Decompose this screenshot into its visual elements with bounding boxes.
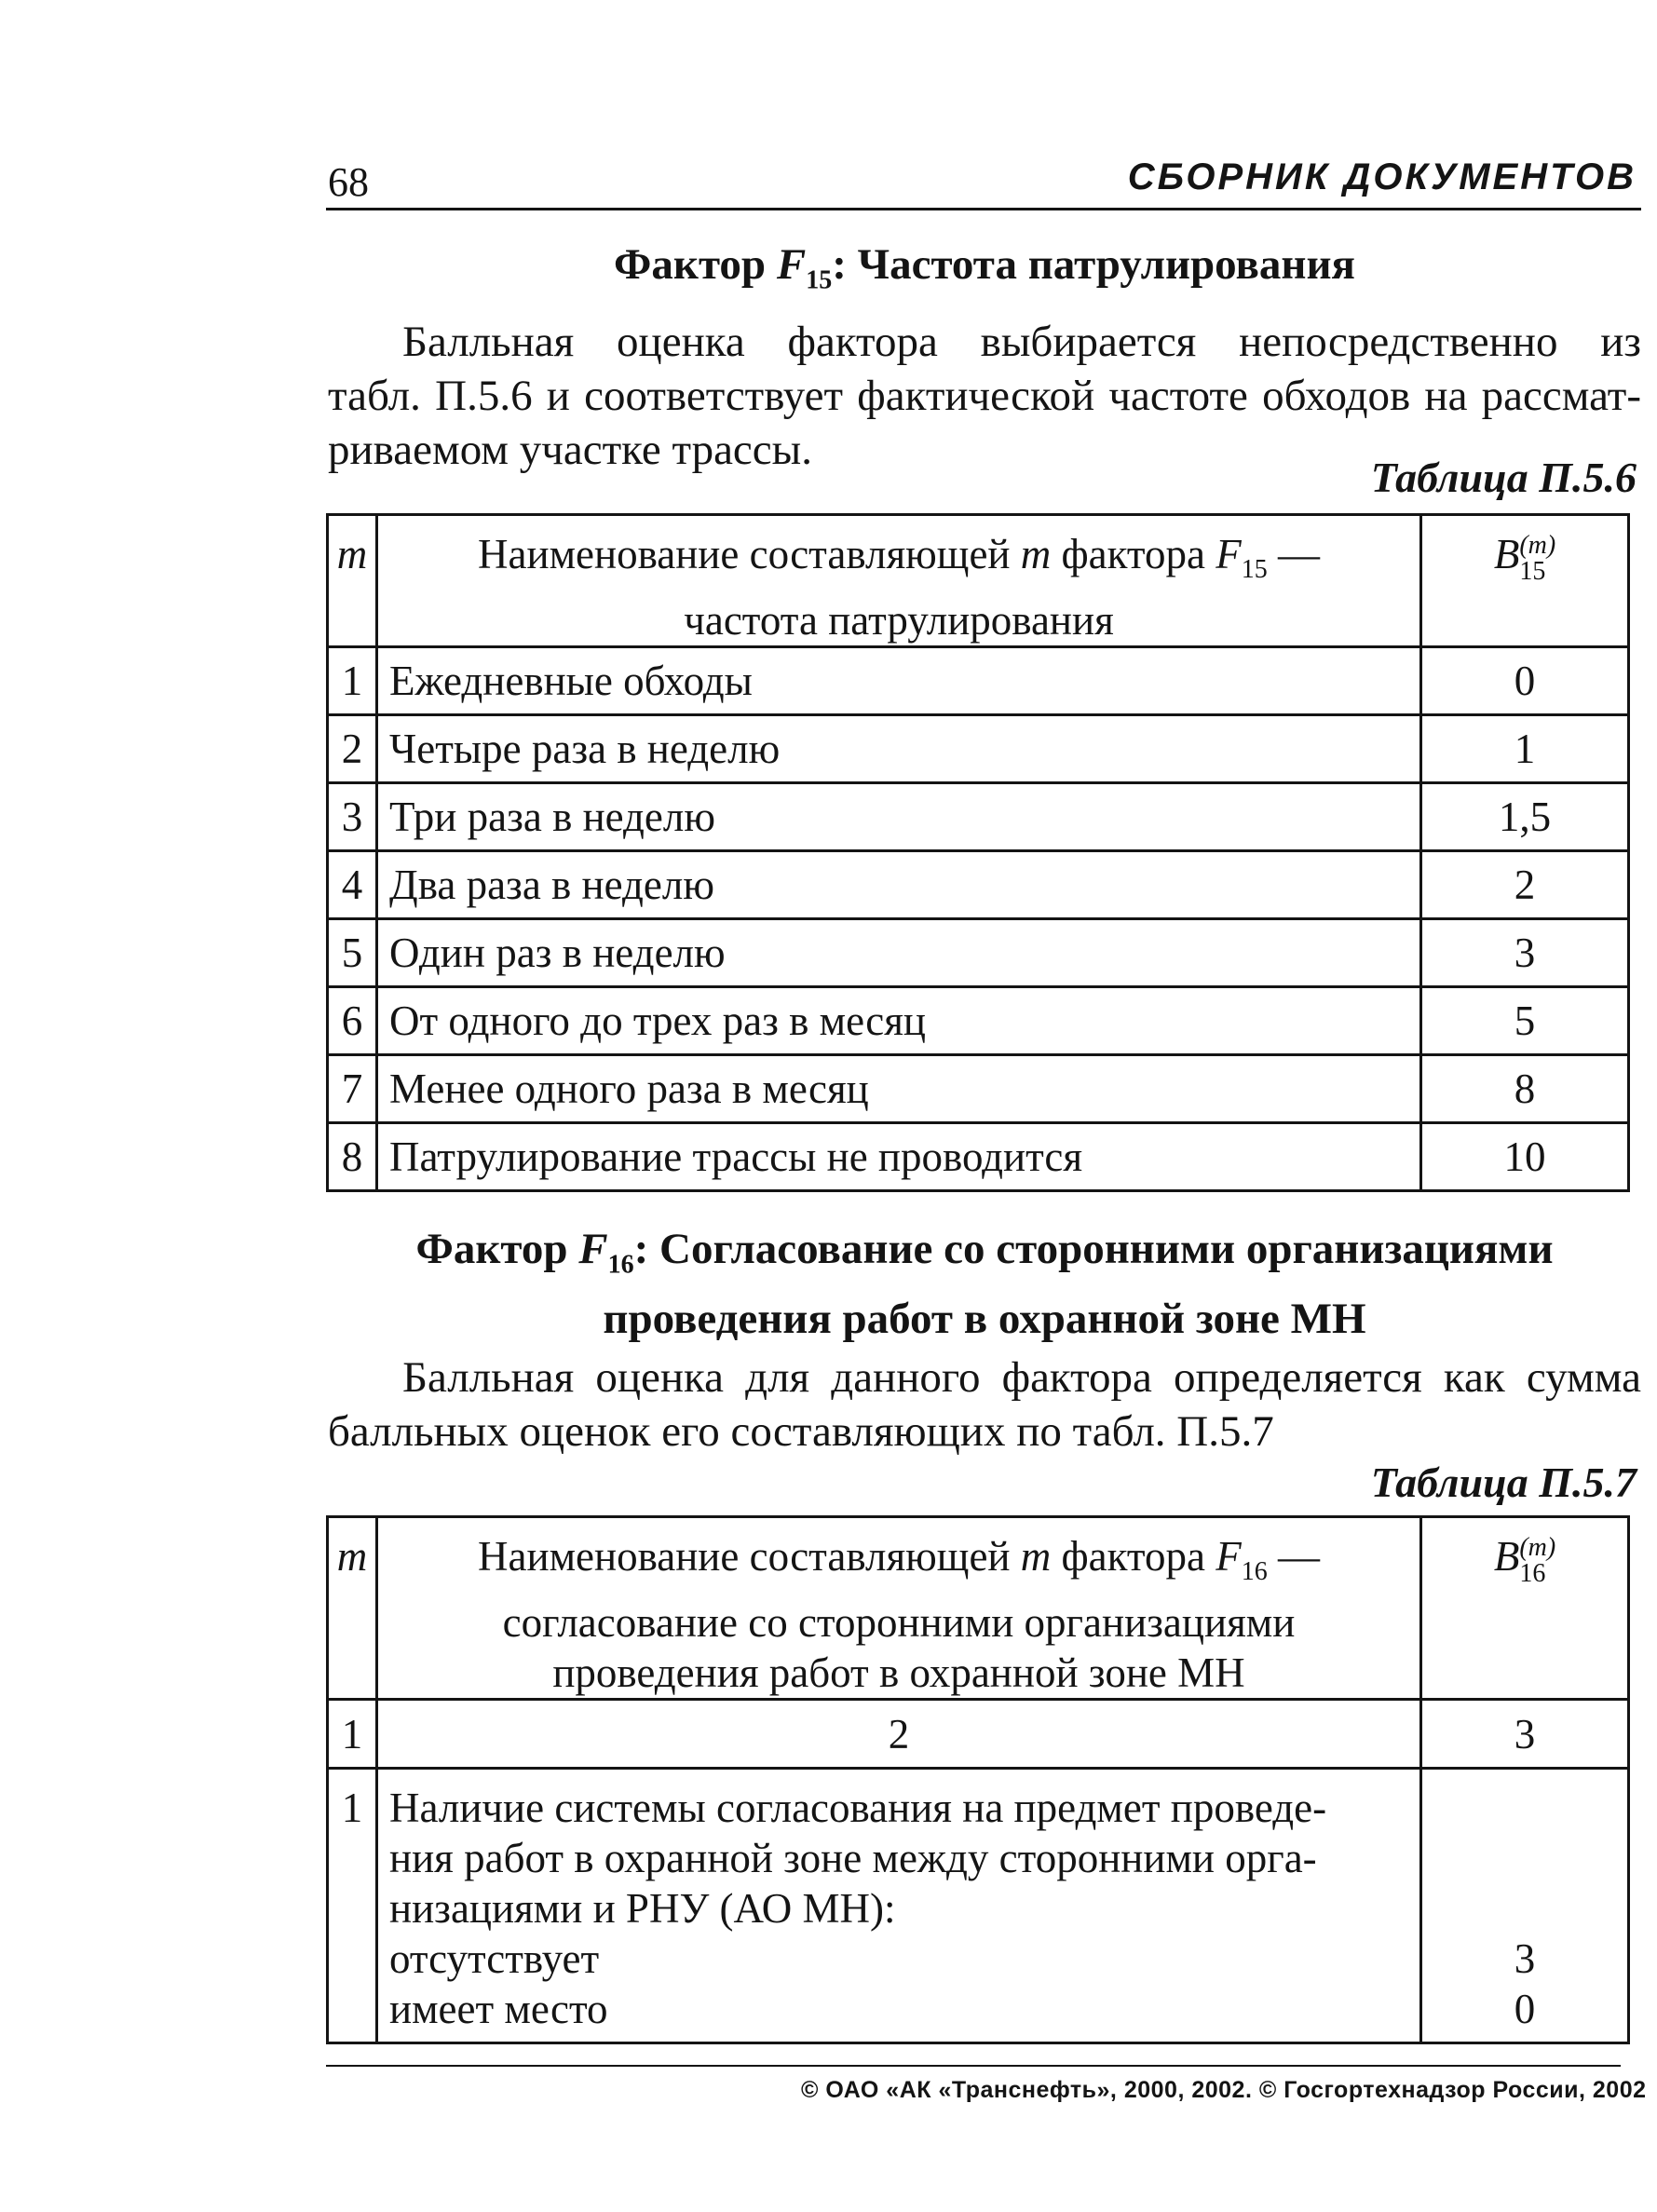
header-m-label: m [336,1533,368,1580]
row-name: Ежедневные обходы [377,647,1421,715]
table-row [328,783,1629,851]
header-cell-m [328,1517,377,1700]
header-cell-value [1421,1517,1629,1700]
row-name: Один раз в неделю [377,919,1421,987]
table-header-row [328,1517,1629,1700]
numbering-value: 3 [1421,1700,1629,1769]
factor-symbol: F [776,240,807,289]
table-p57 [326,1515,1630,2044]
section-heading-f16 [328,1222,1641,1346]
header-name-text: частота патрулирования [684,597,1114,644]
option-value: 3 [1514,1935,1536,1982]
header-dash: — [1277,531,1320,577]
row-m: 4 [328,851,377,919]
row-value: 1,5 [1421,783,1629,851]
option-label: отсутствует [389,1935,600,1982]
header-factor-sub: 15 [1241,555,1268,584]
header-name-text: проведения работ в охранной зоне МН [552,1649,1245,1696]
numbering-m: 1 [328,1700,377,1769]
paragraph-line: Балльная оценка для данного фактора определяется как сумма [402,1353,1641,1402]
value-indices [1519,1532,1556,1588]
table-row [328,1055,1629,1123]
row-m: 1 [328,1769,377,2043]
option-label: имеет место [389,1986,608,2032]
header-cell-name [377,1517,1421,1700]
table-row [328,919,1629,987]
row-name: Два раза в неделю [377,851,1421,919]
table-row [328,715,1629,783]
row-value: 0 [1421,647,1629,715]
row-value: 8 [1421,1055,1629,1123]
table-p56 [326,513,1630,1192]
paragraph-line: риваемом участке трассы. [328,426,812,474]
value-indices [1519,530,1556,586]
factor-symbol: F [578,1225,608,1273]
header-m-symbol: m [1020,1533,1052,1580]
row-value: 1 [1421,715,1629,783]
row-m: 8 [328,1123,377,1191]
value-sup: (m) [1519,530,1556,560]
header-name-text: согласование со сторонними организациями [502,1599,1296,1646]
paragraph-line: табл. П.5.6 и соответствует фактической частоте обходов на рассмат- [328,372,1641,420]
row-m: 1 [328,647,377,715]
value-sup: (m) [1519,1532,1556,1562]
row-value: 5 [1421,987,1629,1055]
header-name-text: фактора [1061,1533,1205,1580]
value-sub: 16 [1519,1558,1546,1588]
header-dash: — [1277,1533,1320,1580]
row-m: 3 [328,783,377,851]
table-row [328,1769,1629,2043]
row-value: 2 [1421,851,1629,919]
header-name-text: Наименование составляющей [478,531,1011,577]
row-m: 5 [328,919,377,987]
value-sub: 15 [1519,556,1546,586]
option-value: 0 [1514,1986,1536,2032]
header-factor-symbol: F [1216,1533,1242,1580]
row-m: 7 [328,1055,377,1123]
table-caption-p56: Таблица П.5.6 [1370,454,1637,501]
column-numbering-row [328,1700,1629,1769]
paragraph-line: балльных оценок его составляющих по табл. П.5.7 [328,1407,1274,1456]
running-title: СБОРНИК ДОКУМЕНТОВ [1127,156,1637,197]
section2-paragraph [328,1350,1641,1459]
table-caption-p57: Таблица П.5.7 [1370,1459,1637,1506]
row-name: Патрулирование трассы не проводится [377,1123,1421,1191]
copyright-footer: © ОАО «АК «Транснефть», 2000, 2002. © Госгортехнадзор России, 2002 [801,2077,1647,2103]
row-m: 2 [328,715,377,783]
heading-title: : Частота патрулирования [832,240,1355,289]
row-name: Четыре раза в неделю [377,715,1421,783]
row-name [377,1769,1421,2043]
row-m: 6 [328,987,377,1055]
table-row [328,987,1629,1055]
row-value: 10 [1421,1123,1629,1191]
header-factor-symbol: F [1216,531,1242,577]
header-name-text: фактора [1061,531,1205,577]
row-name-line: низациями и РНУ (АО МН): [389,1885,896,1932]
heading-title-line2: проведения работ в охранной зоне МН [603,1295,1366,1344]
footer-rule [326,2065,1621,2067]
header-cell-name [377,515,1421,647]
header-m-symbol: m [1020,531,1052,577]
table-row [328,647,1629,715]
paragraph-line: Балльная оценка фактора выбирается непосредственно из [402,318,1641,366]
row-name: От одного до трех раз в месяц [377,987,1421,1055]
factor-subscript: 15 [806,265,833,295]
table-row [328,851,1629,919]
row-name-line: ния работ в охранной зоне между сторонними орга- [389,1835,1317,1881]
row-name: Три раза в неделю [377,783,1421,851]
row-value [1421,1769,1629,2043]
row-name-line: Наличие системы согласования на предмет проведе- [389,1785,1327,1831]
factor-subscript: 16 [607,1250,634,1280]
header-name-text: Наименование составляющей [478,1533,1011,1580]
header-m-label: m [336,531,368,577]
row-name-lines [389,1783,1408,2034]
header-factor-sub: 16 [1241,1557,1268,1586]
header-rule [326,208,1641,210]
row-value: 3 [1421,919,1629,987]
table-header-row [328,515,1629,647]
header-cell-value [1421,515,1629,647]
numbering-name: 2 [377,1700,1421,1769]
header-cell-m [328,515,377,647]
heading-title: : Согласование со сторонними организациями [633,1225,1554,1273]
option-values [1433,1783,1616,2034]
heading-prefix: Фактор [614,240,777,289]
table-row [328,1123,1629,1191]
row-name: Менее одного раза в месяц [377,1055,1421,1123]
page-number: 68 [328,159,369,205]
value-symbol: B [1493,1533,1520,1580]
section-heading-f15 [328,237,1641,307]
value-symbol: B [1493,531,1520,577]
heading-prefix: Фактор [415,1225,579,1273]
